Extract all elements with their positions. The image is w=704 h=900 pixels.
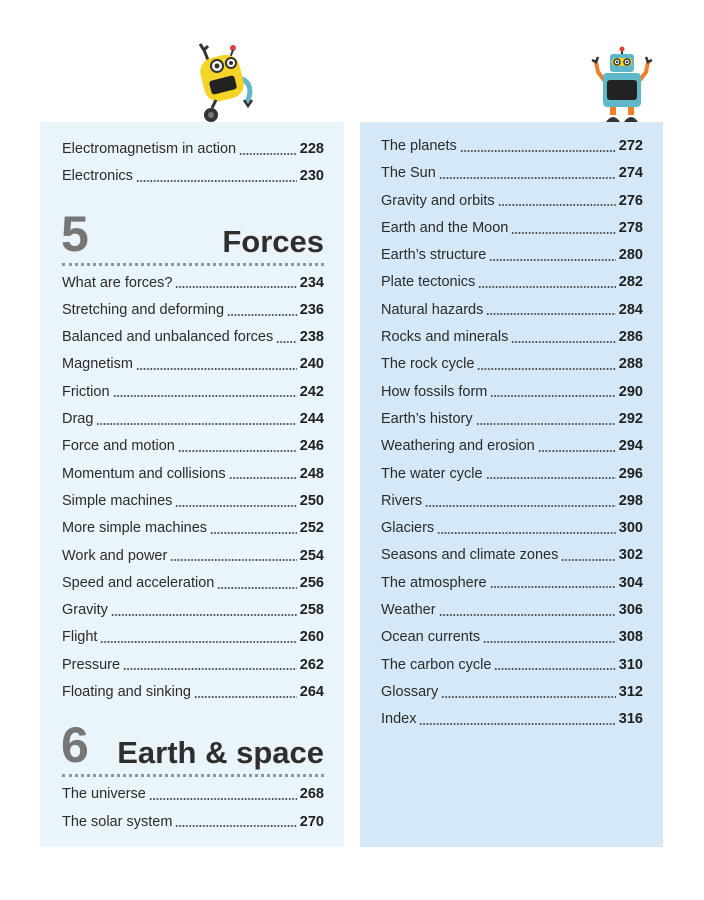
toc-entry[interactable] (381, 324, 643, 351)
toc-entry-page: 288 (618, 356, 643, 373)
toc-entry-title: The rock cycle (381, 356, 475, 373)
toc-entry[interactable] (381, 706, 643, 733)
toc-leader-dots (441, 695, 616, 699)
toc-entry[interactable] (381, 188, 643, 215)
toc-entry-title: The atmosphere (381, 574, 487, 591)
toc-leader-dots (460, 149, 616, 153)
toc-entry-page: 302 (618, 547, 643, 564)
toc-leader-dots (178, 449, 297, 453)
toc-leader-dots (511, 340, 615, 344)
toc-entry-title: Momentum and collisions (62, 465, 226, 482)
toc-entry[interactable] (381, 652, 643, 679)
toc-leader-dots (227, 313, 297, 317)
toc-entry-page: 312 (618, 683, 643, 700)
toc-entry-page: 274 (618, 165, 643, 182)
toc-entry-page: 282 (618, 274, 643, 291)
toc-entry[interactable] (381, 406, 643, 433)
toc-entry-page: 290 (618, 383, 643, 400)
toc-entry-page: 254 (299, 547, 324, 564)
toc-entry-title: Flight (62, 629, 98, 646)
toc-entry-title: Gravity and orbits (381, 192, 495, 209)
toc-entry-title: Drag (62, 411, 94, 428)
toc-entry[interactable] (62, 679, 324, 706)
toc-entry-title: Earth and the Moon (381, 219, 509, 236)
toc-entry-title: Earth’s structure (381, 247, 487, 264)
toc-entry-page: 270 (299, 813, 324, 830)
toc-entry-page: 264 (299, 684, 324, 701)
toc-leader-dots (276, 340, 297, 344)
toc-entry[interactable] (62, 624, 324, 651)
toc-leader-dots (136, 367, 297, 371)
toc-entry-page: 298 (618, 492, 643, 509)
toc-entry-page: 316 (618, 711, 643, 728)
toc-entry[interactable] (62, 570, 324, 597)
toc-entry-page: 294 (618, 438, 643, 455)
toc-entry-page: 300 (618, 520, 643, 537)
left-contents-panel (40, 122, 344, 847)
toc-entry-title: The universe (62, 786, 146, 803)
toc-leader-dots (100, 640, 296, 644)
toc-leader-dots (561, 558, 615, 562)
toc-leader-dots (175, 504, 296, 508)
toc-entry-title: Pressure (62, 656, 121, 673)
toc-entry[interactable] (381, 624, 643, 651)
toc-leader-dots (239, 152, 297, 156)
toc-leader-dots (175, 824, 296, 828)
toc-leader-dots (229, 476, 297, 480)
toc-entry-title: What are forces? (62, 274, 173, 291)
toc-entry[interactable] (381, 488, 643, 515)
yellow-robot-illustration (190, 38, 260, 124)
toc-entry-page: 286 (618, 329, 643, 346)
toc-entry-title: Seasons and climate zones (381, 547, 559, 564)
toc-entry-title: Work and power (62, 547, 168, 564)
right-contents-panel (360, 122, 663, 847)
toc-entry[interactable] (381, 133, 643, 160)
toc-entry-page: 310 (618, 656, 643, 673)
toc-entry-page: 240 (299, 356, 324, 373)
toc-entry-title: Index (381, 711, 417, 728)
toc-entry-page: 250 (299, 492, 324, 509)
toc-leader-dots (425, 504, 616, 508)
toc-entry[interactable] (62, 461, 324, 488)
toc-entry[interactable] (62, 433, 324, 460)
toc-entry[interactable] (62, 406, 324, 433)
toc-entry-page: 248 (299, 465, 324, 482)
toc-entry-title: More simple machines (62, 520, 208, 537)
toc-leader-dots (170, 558, 296, 562)
chapter-title: Forces (222, 223, 324, 259)
toc-entry-page: 244 (299, 411, 324, 428)
toc-entry-page: 258 (299, 602, 324, 619)
toc-entry-page: 280 (618, 247, 643, 264)
toc-leader-dots (478, 285, 615, 289)
toc-entry[interactable] (62, 270, 324, 297)
toc-entry[interactable] (381, 351, 643, 378)
toc-entry-page: 278 (618, 219, 643, 236)
toc-entry-title: Electromagnetism in action (62, 141, 237, 157)
toc-entry-page: 238 (299, 329, 324, 346)
toc-entry-page: 304 (618, 574, 643, 591)
toc-entry-title: The water cycle (381, 465, 483, 482)
teal-robot-illustration (586, 46, 658, 124)
toc-entry[interactable] (62, 136, 324, 163)
toc-entry-title: The solar system (62, 813, 173, 830)
toc-entry-page: 272 (618, 138, 643, 154)
toc-entry[interactable] (62, 351, 324, 378)
toc-leader-dots (217, 586, 296, 590)
toc-entry[interactable] (62, 379, 324, 406)
toc-leader-dots (149, 797, 297, 801)
toc-entry-page: 230 (299, 168, 324, 185)
toc-entry[interactable] (381, 433, 643, 460)
toc-entry-title: Natural hazards (381, 301, 484, 318)
toc-entry-title: Stretching and deforming (62, 301, 225, 318)
toc-entry-page: 252 (299, 520, 324, 537)
toc-entry-page: 306 (618, 602, 643, 619)
toc-entry-title: Weathering and erosion (381, 438, 535, 455)
toc-leader-dots (175, 285, 296, 289)
chapter-heading-earth-space (62, 714, 324, 777)
toc-leader-dots (538, 449, 616, 453)
toc-leader-dots (210, 531, 297, 535)
toc-entry[interactable] (381, 297, 643, 324)
toc-entry[interactable] (381, 515, 643, 542)
toc-entry-title: Magnetism (62, 356, 133, 373)
toc-entry-title: Earth’s history (381, 410, 473, 427)
toc-entry[interactable] (62, 324, 324, 351)
toc-entry-page: 242 (299, 383, 324, 400)
toc-entry-title: Rivers (381, 492, 423, 509)
toc-leader-dots (490, 394, 615, 398)
toc-entry-title: Simple machines (62, 492, 173, 509)
toc-leader-dots (489, 258, 615, 262)
toc-entry-title: Electronics (62, 168, 133, 185)
earth-space-entry-list (62, 781, 324, 836)
toc-entry-title: Floating and sinking (62, 684, 191, 701)
toc-entry-page: 284 (618, 301, 643, 318)
toc-entry[interactable] (62, 297, 324, 324)
toc-entry[interactable] (381, 160, 643, 187)
toc-entry-title: Weather (381, 602, 436, 619)
toc-entry-page: 256 (299, 574, 324, 591)
toc-entry-title: Rocks and minerals (381, 329, 509, 346)
toc-entry-page: 228 (299, 141, 324, 157)
toc-entry[interactable] (62, 515, 324, 542)
toc-entry-title: Plate tectonics (381, 274, 476, 291)
toc-entry[interactable] (62, 543, 324, 570)
toc-entry[interactable] (381, 215, 643, 242)
toc-entry-title: Glossary (381, 683, 439, 700)
toc-entry-page: 308 (618, 629, 643, 646)
toc-entry-page: 260 (299, 629, 324, 646)
toc-leader-dots (439, 613, 616, 617)
toc-leader-dots (136, 179, 297, 183)
toc-leader-dots (498, 203, 616, 207)
toc-entry-title: Ocean currents (381, 629, 481, 646)
toc-entry[interactable] (62, 809, 324, 836)
toc-leader-dots (476, 422, 616, 426)
toc-entry-page: 276 (618, 192, 643, 209)
toc-entry[interactable] (62, 652, 324, 679)
toc-entry-title: Glaciers (381, 520, 435, 537)
chapter-number: 5 (61, 205, 89, 262)
toc-entry-page: 292 (618, 410, 643, 427)
toc-entry[interactable] (62, 488, 324, 515)
chapter-heading-forces (62, 203, 324, 266)
toc-leader-dots (194, 695, 297, 699)
toc-leader-dots (494, 667, 615, 671)
toc-entry[interactable] (381, 269, 643, 296)
toc-leader-dots (419, 722, 615, 726)
toc-entry-page: 234 (299, 274, 324, 291)
toc-leader-dots (439, 176, 616, 180)
toc-entry[interactable] (381, 242, 643, 269)
toc-leader-dots (486, 312, 615, 316)
toc-entry[interactable] (381, 597, 643, 624)
toc-entry[interactable] (62, 597, 324, 624)
forces-entry-list (62, 270, 324, 707)
toc-entry-title: The carbon cycle (381, 656, 492, 673)
toc-entry[interactable] (62, 781, 324, 808)
toc-leader-dots (123, 667, 297, 671)
toc-leader-dots (490, 585, 616, 589)
toc-leader-dots (486, 476, 616, 480)
earth-space-entry-list-continued (381, 133, 643, 734)
toc-entry[interactable] (62, 163, 324, 190)
chapter-title: Earth & space (117, 735, 324, 771)
toc-entry-title: The Sun (381, 165, 436, 182)
toc-entry[interactable] (381, 679, 643, 706)
toc-entry-title: Gravity (62, 602, 108, 619)
toc-leader-dots (113, 394, 297, 398)
toc-leader-dots (477, 367, 615, 371)
chapter-number: 6 (61, 717, 89, 774)
toc-entry-title: How fossils form (381, 383, 488, 400)
toc-entry-page: 246 (299, 438, 324, 455)
toc-entry[interactable] (381, 570, 643, 597)
toc-entry[interactable] (381, 461, 643, 488)
toc-entry-title: Friction (62, 383, 110, 400)
toc-entry-title: Balanced and unbalanced forces (62, 329, 274, 346)
toc-entry[interactable] (381, 542, 643, 569)
toc-leader-dots (437, 531, 616, 535)
toc-entry-title: The planets (381, 138, 457, 154)
toc-entry-page: 236 (299, 301, 324, 318)
toc-entry[interactable] (381, 379, 643, 406)
toc-leader-dots (483, 640, 616, 644)
toc-leader-dots (511, 231, 615, 235)
toc-entry-page: 296 (618, 465, 643, 482)
toc-entry-page: 262 (299, 656, 324, 673)
toc-entry-title: Force and motion (62, 438, 175, 455)
toc-leader-dots (111, 613, 297, 617)
toc-leader-dots (96, 422, 296, 426)
toc-entry-page: 268 (299, 786, 324, 803)
toc-entry-title: Speed and acceleration (62, 574, 215, 591)
